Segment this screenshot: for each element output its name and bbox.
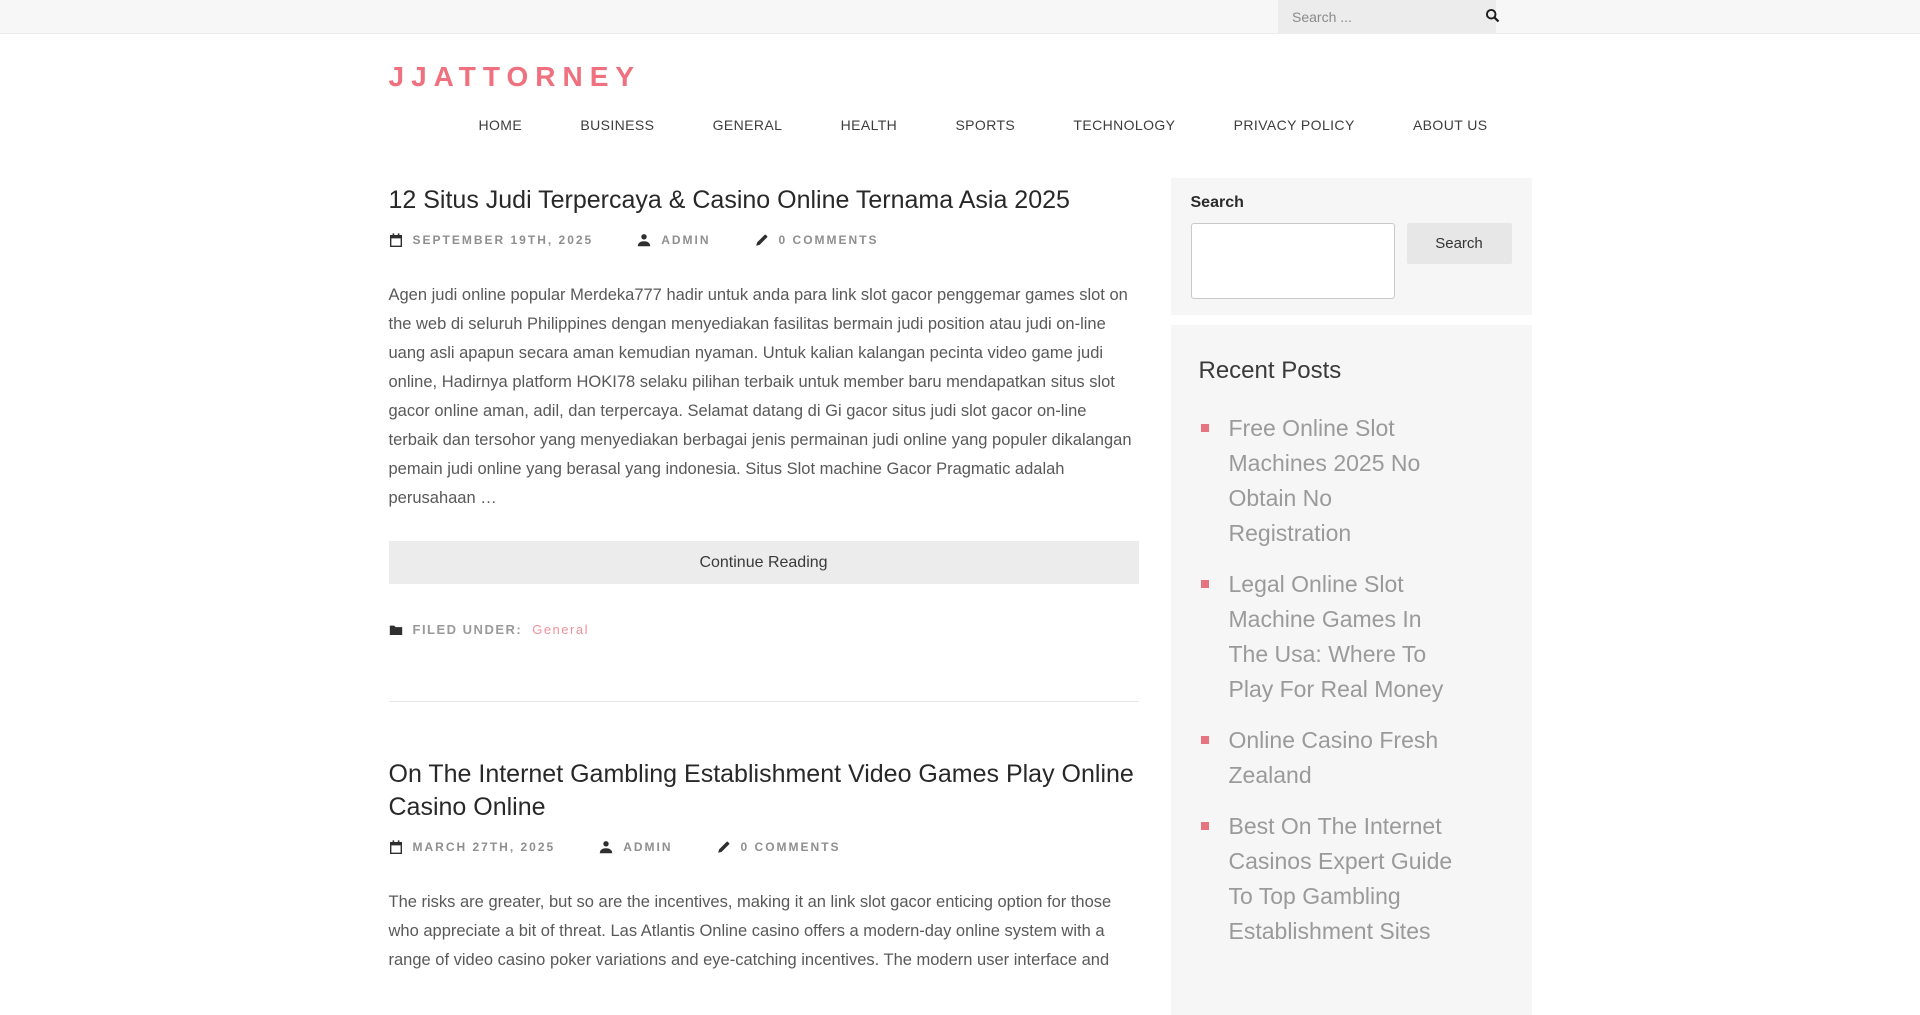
post-meta [389,840,1139,854]
topbar [0,0,1920,34]
filed-under-label: FILED UNDER: [412,622,523,637]
main-nav [389,116,1532,134]
nav-item-home[interactable]: HOME [478,117,523,133]
search-icon [1485,8,1500,26]
list-item [1199,809,1461,949]
recent-post-link-3[interactable]: Online Casino Fresh Zealand [1228,727,1439,788]
pencil-icon [717,840,731,854]
continue-reading-button[interactable]: Continue Reading [389,541,1139,584]
post-comments: 0 COMMENTS [755,233,879,247]
folder-icon [389,623,403,637]
nav-item-general[interactable]: GENERAL [712,117,783,133]
post-2 [389,702,1139,975]
category-link-general[interactable]: General [532,622,589,637]
topbar-search-submit-button[interactable] [1481,8,1512,26]
post-1 [389,184,1139,702]
post-comments: 0 COMMENTS [717,840,841,854]
recent-post-link-4[interactable]: Best On The Internet Casinos Expert Guide To Top Gambling Establishment Sites [1228,813,1453,944]
post-excerpt: Agen judi online popular Merdeka777 hadir untuk anda para link slot gacor penggemar games slot on the web di seluruh Philippines dengan menyediakan fasilitas bermain judi position atau judi on-line uang asli apapun secara aman kemudian nyaman. Untuk kalian kalangan pecinta video game judi online, Hadirnya platform HOKI78 selaku pilihan terbaik untuk member baru mendapatkan situs slot gacor online aman, adil, dan terpercaya. Selamat datang di Gi gacor situs judi slot gacor on-line terbaik dan tersohor yang menyediakan berbagai jenis permainan judi online yang populer dikalangan pemain judi online yang berasal yang indonesia. Situs Slot machine Gacor Pragmatic adalah perusahaan … [388,286,1132,507]
user-icon [599,840,613,854]
recent-posts-title: Recent Posts [1198,357,1342,384]
calendar-icon [389,840,403,854]
post-title[interactable]: On The Internet Gambling Establishment Video Games Play Online Casino Online [388,760,1134,821]
recent-post-link-1[interactable]: Free Online Slot Machines 2025 No Obtain No Registration [1228,415,1421,546]
recent-post-link-2[interactable]: Legal Online Slot Machine Games In The Usa: Where To Play For Real Money [1228,571,1444,702]
nav-item-about-us[interactable]: ABOUT US [1412,117,1488,133]
sidebar [1171,178,1532,1015]
list-item [1199,411,1461,551]
content-column [389,178,1139,1015]
list-item [1199,723,1461,793]
topbar-search-form [1278,0,1496,34]
pencil-icon [755,233,769,247]
topbar-search-input[interactable] [1278,0,1481,34]
main-area [389,178,1532,1015]
nav-item-privacy-policy[interactable]: PRIVACY POLICY [1233,117,1355,133]
nav-item-business[interactable]: BUSINESS [580,117,655,133]
search-widget-title: Search [1190,194,1244,211]
post-author: ADMIN [637,233,710,247]
user-icon [637,233,651,247]
search-widget-row [1191,223,1512,299]
post-date: SEPTEMBER 19TH, 2025 [389,233,594,247]
post-date: MARCH 27TH, 2025 [389,840,556,854]
recent-posts-list [1199,411,1461,949]
calendar-icon [389,233,403,247]
filed-under [389,622,1139,637]
list-item [1199,567,1461,707]
post-excerpt: The risks are greater, but so are the incentives, making it an link slot gacor enticing option for those who appreciate a bit of threat. Las Atlantis Online casino offers a modern-day online system with a range of video casino poker variations and eye-catching incentives. The modern user interface and [388,893,1112,969]
sidebar-search-input[interactable] [1191,223,1395,299]
nav-item-sports[interactable]: SPORTS [955,117,1016,133]
site-title[interactable]: JJATTORNEY [388,61,642,92]
nav-item-health[interactable]: HEALTH [840,117,898,133]
post-author: ADMIN [599,840,672,854]
nav-item-technology[interactable]: TECHNOLOGY [1073,117,1176,133]
sidebar-search-button[interactable]: Search [1407,223,1512,264]
recent-posts-widget [1171,325,1532,1015]
search-widget [1171,178,1532,315]
post-meta [389,233,1139,247]
site-header [389,34,1532,134]
post-title[interactable]: 12 Situs Judi Terpercaya & Casino Online Ternama Asia 2025 [388,186,1070,214]
